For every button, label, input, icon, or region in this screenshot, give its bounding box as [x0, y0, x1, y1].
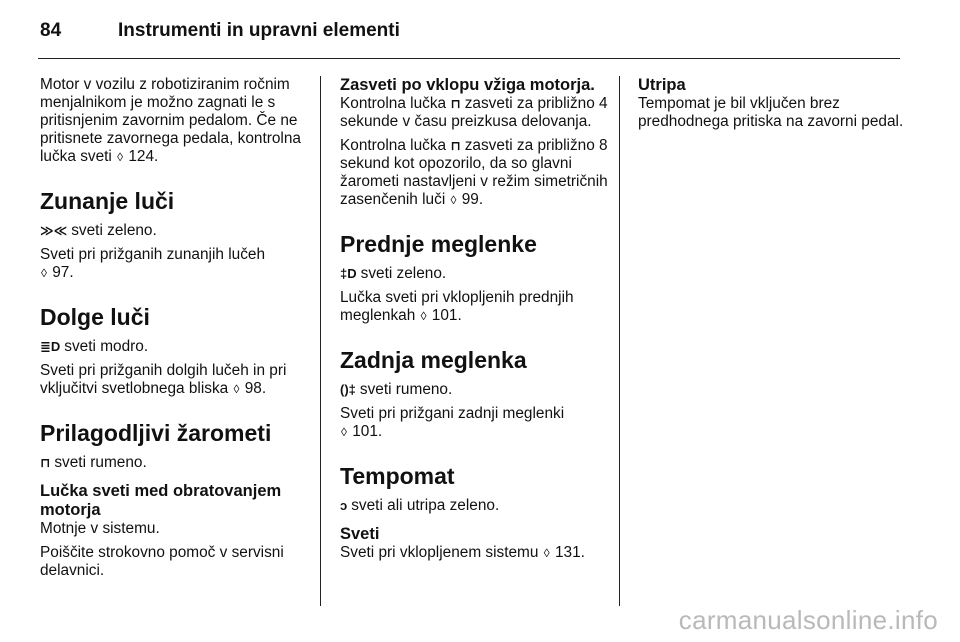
rear-fog-light-icon: ()‡: [340, 382, 356, 397]
subsection-title-lit: Sveti: [340, 525, 380, 543]
column-1: [40, 76, 308, 586]
intro-paragraph: Motor v vozilu z robotiziranim ročnim menjalnikom je možno zagnati le s pritisnjenim zavornim pedalom. Če ne pritisnete zavornega pedala, kontrolna lučka sveti ◊ 124.: [40, 76, 301, 165]
page-header: [40, 20, 400, 42]
page-title: Instrumenti in upravni elementi: [118, 20, 400, 41]
watermark: carmanualsonline.info: [678, 605, 938, 635]
page-ref-icon: ◊: [450, 193, 457, 207]
engine-running-text-1: Motnje v sistemu.: [40, 520, 160, 537]
column-3: [638, 76, 906, 137]
adaptive-headlight-icon: ⊓: [40, 455, 51, 470]
cruise-lit-text: Sveti pri vklopljenem sistemu ◊ 131.: [340, 544, 585, 561]
ignition-paragraph-2: Kontrolna lučka ⊓ zasveti za približno 8 sekund kot opozorilo, da so glavni žarometi nastavljeni v režim simetričnih zasenčenih luči ◊ 99.: [340, 137, 608, 208]
page-ref-icon: ◊: [233, 382, 240, 396]
page-number: 84: [40, 20, 62, 41]
rear-fog-status: ()‡ sveti rumeno.: [340, 381, 453, 398]
subsection-title-engine-running: Lučka sveti med obratovanjem motorja: [40, 482, 282, 519]
adaptive-headlight-icon: ⊓: [450, 96, 461, 111]
front-fog-text: Lučka sveti pri vklopljenih prednjih meglenkah ◊ 101.: [340, 289, 574, 324]
cruise-control-icon: ↄ: [340, 498, 348, 513]
adaptive-headlight-icon: ⊓: [450, 138, 461, 153]
cruise-control-status: ↄ sveti ali utripa zeleno.: [340, 497, 500, 514]
page-ref-icon: ◊: [341, 425, 347, 439]
header-rule: [38, 58, 900, 59]
section-title-high-beam: Dolge luči: [40, 304, 150, 330]
flashing-text: Tempomat je bil vključen brez predhodnega pritiska na zavorni pedal.: [638, 95, 904, 130]
page-ref-icon: ◊: [41, 266, 47, 280]
exterior-lights-text: Sveti pri prižganih zunanjih lučeh ◊ 97.: [40, 246, 266, 281]
page-ref-icon: ◊: [420, 309, 427, 323]
subsection-title-ignition-on: Zasveti po vklopu vžiga motorja.: [340, 76, 595, 94]
front-fog-light-icon: ‡D: [340, 266, 357, 281]
rear-fog-text: Sveti pri prižgani zadnji meglenki ◊ 101.: [340, 405, 565, 440]
front-fog-status: ‡D sveti zeleno.: [340, 265, 447, 282]
column-divider-2: [619, 76, 620, 606]
engine-running-text-2: Poiščite strokovno pomoč v servisni delavnici.: [40, 544, 284, 579]
page-ref-icon: ◊: [543, 546, 550, 560]
column-2: [340, 76, 608, 568]
column-divider-1: [320, 76, 321, 606]
section-title-front-fog-lights: Prednje meglenke: [340, 231, 537, 257]
adaptive-headlights-status: ⊓ sveti rumeno.: [40, 454, 147, 471]
high-beam-icon: ≣D: [40, 339, 61, 354]
high-beam-status: ≣D sveti modro.: [40, 338, 149, 355]
section-title-rear-fog-light: Zadnja meglenka: [340, 347, 527, 373]
ignition-paragraph-1: Kontrolna lučka ⊓ zasveti za približno 4 sekunde v času preizkusa delovanja.: [340, 95, 608, 130]
exterior-light-icon: ≫≪: [40, 223, 68, 238]
section-title-exterior-lights: Zunanje luči: [40, 188, 175, 214]
page-ref-icon: ◊: [117, 150, 124, 164]
subsection-title-flashing: Utripa: [638, 76, 686, 94]
exterior-lights-status: ≫≪ sveti zeleno.: [40, 222, 157, 239]
section-title-cruise-control: Tempomat: [340, 463, 455, 489]
section-title-adaptive-headlights: Prilagodljivi žarometi: [40, 420, 272, 446]
high-beam-text: Sveti pri prižganih dolgih lučeh in pri vključitvi svetlobnega bliska ◊ 98.: [40, 362, 287, 397]
